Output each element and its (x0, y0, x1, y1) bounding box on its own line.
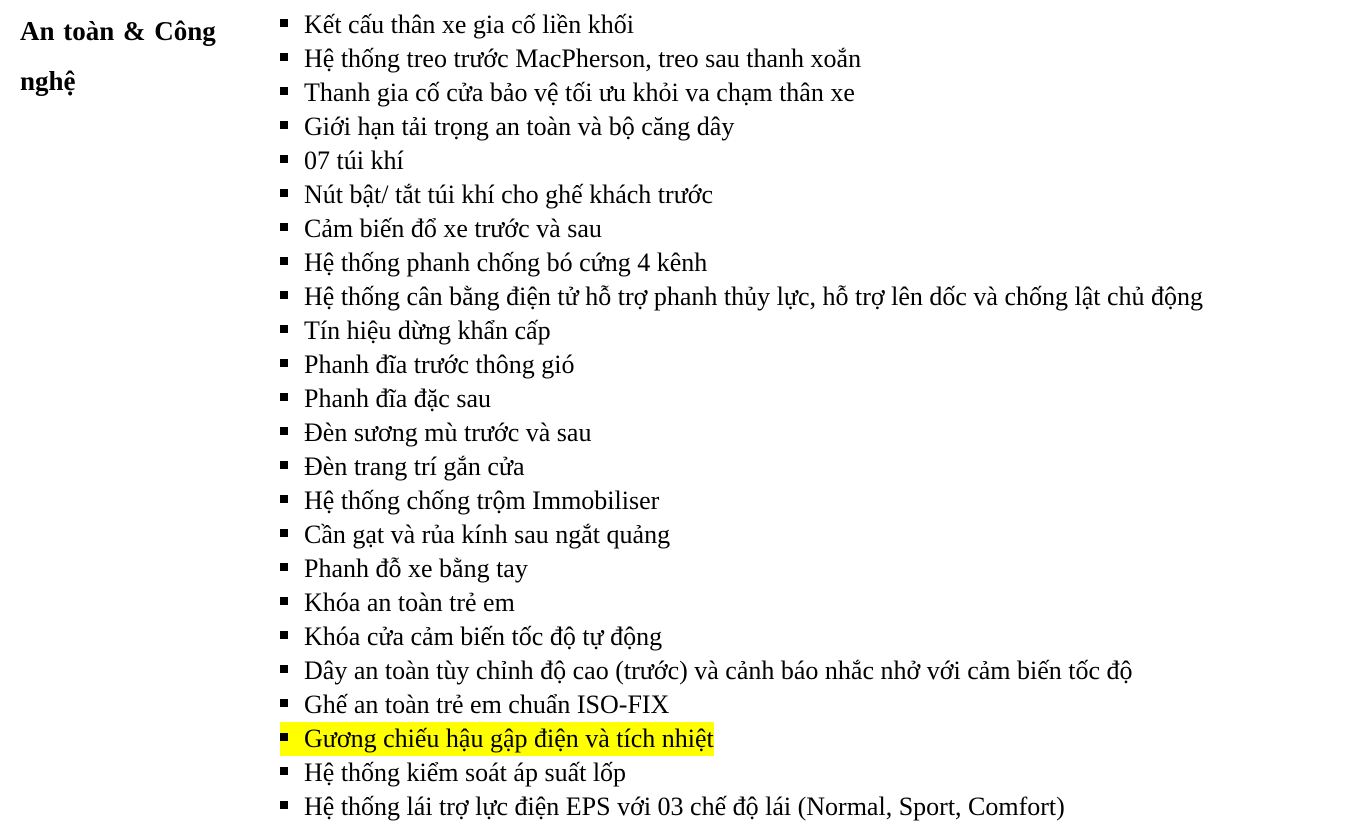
feature-item (280, 246, 1360, 280)
feature-item (280, 790, 1360, 824)
feature-item (280, 654, 1360, 688)
square-bullet-icon (280, 348, 304, 382)
feature-item (280, 144, 1360, 178)
square-bullet-icon (280, 382, 304, 416)
feature-item (280, 688, 1360, 722)
feature-item (280, 314, 1360, 348)
feature-text: Hệ thống treo trước MacPherson, treo sau thanh xoắn (304, 44, 862, 73)
feature-text: Cần gạt và rủa kính sau ngắt quảng (304, 520, 671, 549)
square-bullet-icon (280, 688, 304, 722)
feature-text: Phanh đĩa đặc sau (304, 384, 492, 413)
feature-text: Hệ thống cân bằng điện tử hỗ trợ phanh thủy lực, hỗ trợ lên dốc và chống lật chủ động (304, 282, 1204, 311)
square-bullet-icon (280, 246, 304, 280)
feature-item (280, 416, 1360, 450)
feature-item (280, 518, 1360, 552)
square-bullet-icon (280, 552, 304, 586)
feature-item (280, 212, 1360, 246)
feature-text: Phanh đỗ xe bằng tay (304, 554, 528, 583)
feature-item (280, 552, 1360, 586)
square-bullet-icon (280, 280, 304, 314)
square-bullet-icon (280, 518, 304, 552)
feature-text: Nút bật/ tắt túi khí cho ghế khách trước (304, 180, 714, 209)
feature-list (280, 8, 1360, 824)
category-label: An toàn & Công nghệ (20, 16, 216, 96)
feature-text: Hệ thống kiểm soát áp suất lốp (304, 758, 627, 787)
square-bullet-icon (280, 314, 304, 348)
feature-text: Giới hạn tải trọng an toàn và bộ căng dây (304, 112, 735, 141)
feature-text: Thanh gia cố cửa bảo vệ tối ưu khỏi va chạm thân xe (304, 78, 855, 107)
feature-item (280, 280, 1360, 314)
square-bullet-icon (280, 178, 304, 212)
square-bullet-icon (280, 620, 304, 654)
square-bullet-icon (280, 76, 304, 110)
feature-item (280, 586, 1360, 620)
feature-item (280, 620, 1360, 654)
square-bullet-icon (280, 212, 304, 246)
feature-item (280, 42, 1360, 76)
feature-text: Hệ thống chống trộm Immobiliser (304, 486, 660, 515)
square-bullet-icon (280, 416, 304, 450)
square-bullet-icon (280, 8, 304, 42)
feature-item (280, 382, 1360, 416)
feature-text: Kết cấu thân xe gia cố liền khối (304, 10, 634, 39)
feature-text: Tín hiệu dừng khẩn cấp (304, 316, 551, 345)
feature-item (280, 8, 1360, 42)
feature-item (280, 450, 1360, 484)
feature-text: Cảm biến đổ xe trước và sau (304, 214, 602, 243)
square-bullet-icon (280, 110, 304, 144)
feature-text: Dây an toàn tùy chỉnh độ cao (trước) và cảnh báo nhắc nhở với cảm biến tốc độ (304, 656, 1133, 685)
square-bullet-icon (280, 586, 304, 620)
feature-text: Hệ thống lái trợ lực điện EPS với 03 chế độ lái (Normal, Sport, Comfort) (304, 792, 1065, 821)
feature-text: Khóa cửa cảm biến tốc độ tự động (304, 622, 663, 651)
feature-text: Đèn trang trí gắn cửa (304, 452, 525, 481)
feature-text: Hệ thống phanh chống bó cứng 4 kênh (304, 248, 708, 277)
feature-text: Đèn sương mù trước và sau (304, 418, 592, 447)
square-bullet-icon (280, 654, 304, 688)
square-bullet-icon (280, 756, 304, 790)
square-bullet-icon (280, 450, 304, 484)
feature-item (280, 178, 1360, 212)
feature-text: Ghế an toàn trẻ em chuẩn ISO-FIX (304, 690, 670, 719)
feature-item (280, 76, 1360, 110)
feature-item (280, 484, 1360, 518)
square-bullet-icon (280, 790, 304, 824)
feature-text: Khóa an toàn trẻ em (304, 588, 515, 617)
feature-text: Gương chiếu hậu gập điện và tích nhiệt (304, 724, 714, 753)
feature-item-highlighted (280, 722, 1360, 756)
square-bullet-icon (280, 484, 304, 518)
feature-item (280, 348, 1360, 382)
feature-item (280, 756, 1360, 790)
feature-text: 07 túi khí (304, 146, 404, 175)
square-bullet-icon (280, 144, 304, 178)
square-bullet-icon (280, 42, 304, 76)
highlight-mark (280, 722, 714, 756)
feature-text: Phanh đĩa trước thông gió (304, 350, 575, 379)
square-bullet-icon (280, 722, 304, 756)
feature-item (280, 110, 1360, 144)
